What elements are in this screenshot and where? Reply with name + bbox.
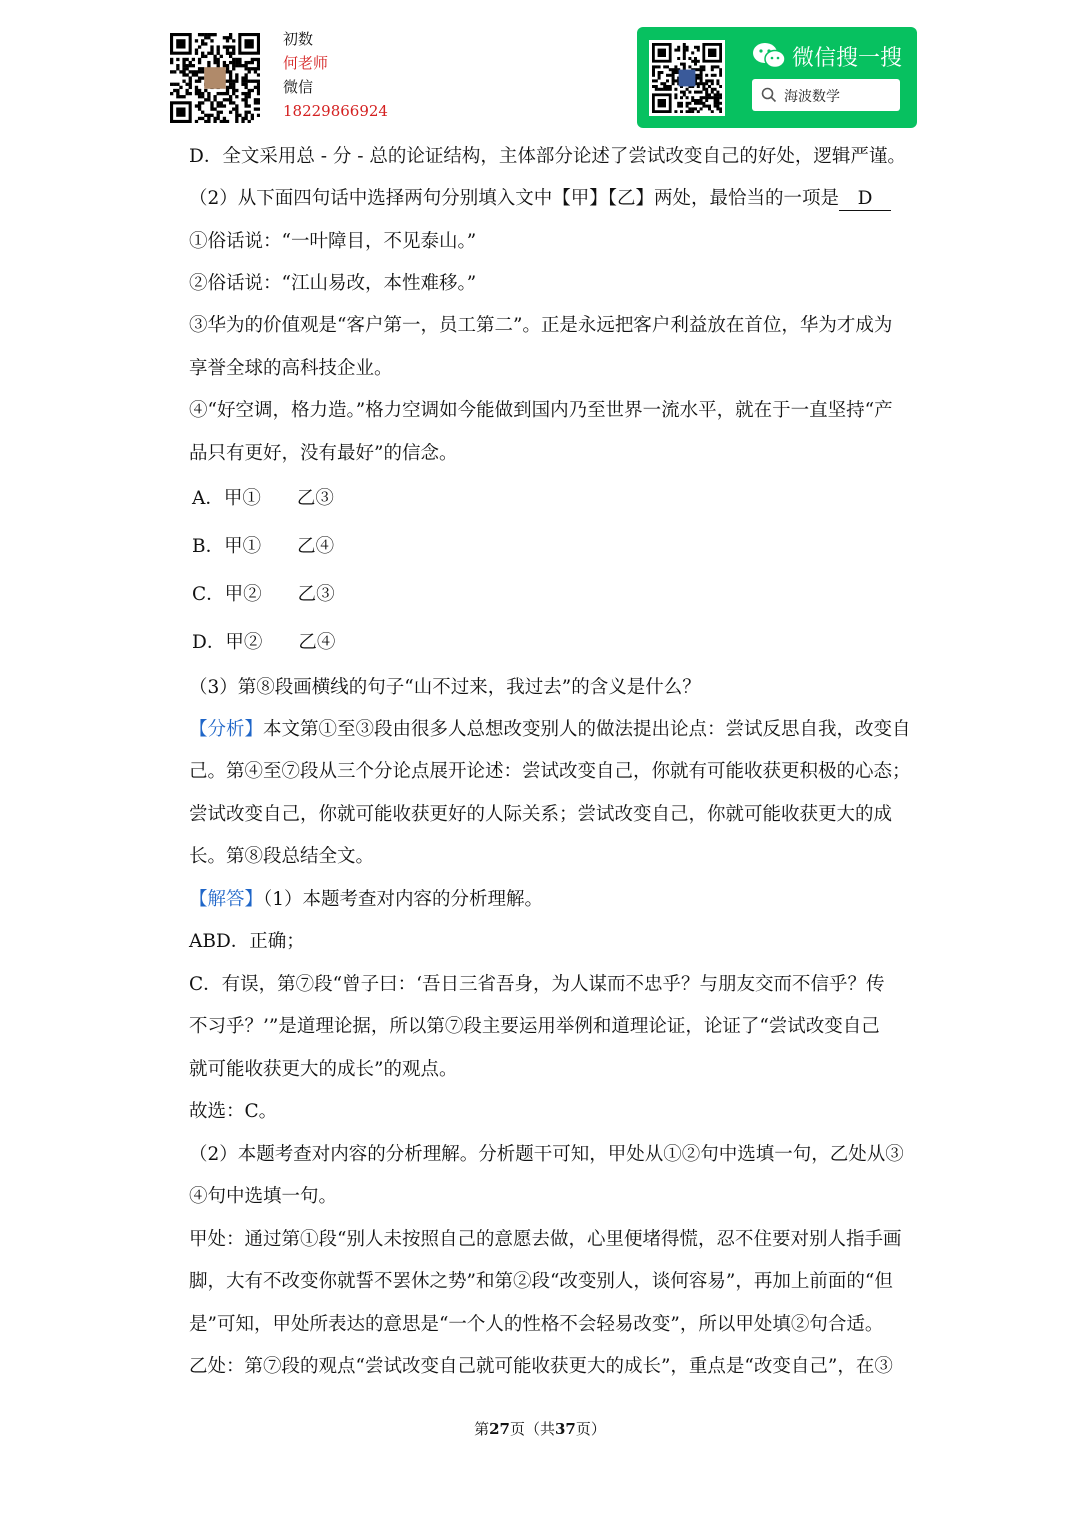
footer-suffix: 页） xyxy=(575,1420,606,1438)
answer-blank: D xyxy=(839,188,891,211)
choice-c-second: 乙③ xyxy=(297,584,335,605)
footer-page: 27 xyxy=(489,1420,510,1438)
solution-line-3: C．有误，第⑦段“曾子曰：‘吾日三省吾身，为人谋而不忠乎？与朋友交而不信乎？传 xyxy=(189,974,885,995)
qr-code-left xyxy=(170,33,260,123)
footer-prefix: 第 xyxy=(474,1420,490,1438)
analysis-line-2: 己。第④至⑦段从三个分论点展开论述：尝试改变自己，你就有可能收获更积极的心态； xyxy=(189,761,911,782)
solution-line-6: 故选：C。 xyxy=(189,1101,278,1122)
analysis-line-1 xyxy=(189,715,911,741)
solution-line-1 xyxy=(189,885,543,911)
option-d-statement: D．全文采用总 - 分 - 总的论证结构，主体部分论述了尝试改变自己的好处，逻辑严谨。 xyxy=(189,146,906,167)
footer-middle: 页（共 xyxy=(509,1420,555,1438)
sentence-3: ③华为的价值观是“客户第一，员工第二”。正是永远把客户利益放在首位，华为才成为 xyxy=(189,315,893,336)
question-3: （3）第⑧段画横线的句子“山不过来，我过去”的含义是什么？ xyxy=(189,677,701,698)
sentence-3-cont: 享誉全球的高科技企业。 xyxy=(189,358,393,379)
choice-d-second: 乙④ xyxy=(298,632,336,653)
wechat-title: 微信搜一搜 xyxy=(792,46,903,71)
choice-c-first: C．甲② xyxy=(192,584,262,605)
choice-d xyxy=(192,628,335,654)
solution-line-7: （2）本题考查对内容的分析理解。分析题干可知，甲处从①②句中选填一句，乙处从③ xyxy=(189,1144,904,1165)
choice-c xyxy=(192,580,335,606)
sentence-2: ②俗话说：“江山易改，本性难移。” xyxy=(189,273,477,294)
choice-b-first: B．甲① xyxy=(192,536,262,557)
page-footer xyxy=(0,1418,1080,1439)
solution-line-4: 不习乎？’”是道理论据，所以第⑦段主要运用举例和道理论证，论证了“尝试改变自己 xyxy=(189,1016,880,1037)
question-2 xyxy=(189,184,891,211)
analysis-text: 本文第①至③段由很多人总想改变别人的做法提出论点：尝试反思自我，改变自 xyxy=(263,719,911,740)
question-2-text: （2）从下面四句话中选择两句分别填入文中【甲】【乙】两处，最恰当的一项是 xyxy=(189,188,840,209)
choice-a-first: A．甲① xyxy=(192,488,261,509)
solution-line-11: 是”可知，甲处所表达的意思是“一个人的性格不会轻易改变”，所以甲处填②句合适。 xyxy=(189,1314,884,1335)
solution-line-8: ④句中选填一句。 xyxy=(189,1186,338,1207)
contact-line-phone: 18229866924 xyxy=(283,102,388,120)
choice-d-first: D．甲② xyxy=(192,632,263,653)
contact-line-wechat: 微信 xyxy=(283,78,314,96)
choice-a xyxy=(192,484,334,510)
choice-b-second: 乙④ xyxy=(297,536,335,557)
solution-line-9: 甲处：通过第①段“别人未按照自己的意愿去做，心里便堵得慌，忍不住要对别人指手画 xyxy=(189,1229,902,1250)
solution-line-5: 就可能收获更大的成长”的观点。 xyxy=(189,1059,458,1080)
wechat-search-card[interactable] xyxy=(637,27,917,128)
wechat-logo-icon xyxy=(752,42,786,70)
wechat-search-text: 海波数学 xyxy=(784,89,840,105)
sentence-4: ④“好空调，格力造。”格力空调如今能做到国内乃至世界一流水平，就在于一直坚持“产 xyxy=(189,400,893,421)
solution-line-10: 脚，大有不改变你就誓不罢休之势”和第②段“改变别人，谈何容易”，再加上前面的“但 xyxy=(189,1271,893,1292)
wechat-search-box[interactable] xyxy=(752,79,900,111)
solution-tag: 【解答】 xyxy=(189,889,264,910)
analysis-tag: 【分析】 xyxy=(189,719,264,740)
search-icon xyxy=(761,87,777,103)
footer-total: 37 xyxy=(555,1420,576,1438)
qr-code-right xyxy=(649,40,725,116)
contact-line-teacher: 何老师 xyxy=(283,54,329,72)
solution-line-12: 乙处：第⑦段的观点“尝试改变自己就可能收获更大的成长”，重点是“改变自己”，在③ xyxy=(189,1356,893,1377)
sentence-4-cont: 品只有更好，没有最好”的信念。 xyxy=(189,443,458,464)
sentence-1: ①俗话说：“一叶障目，不见泰山。” xyxy=(189,231,477,252)
analysis-line-4: 长。第⑧段总结全文。 xyxy=(189,846,375,867)
choice-b xyxy=(192,532,334,558)
contact-line-subject: 初数 xyxy=(283,30,314,48)
contact-info xyxy=(283,27,388,123)
analysis-line-3: 尝试改变自己，你就可能收获更好的人际关系；尝试改变自己，你就可能收获更大的成 xyxy=(189,804,893,825)
solution-line-2: ABD．正确； xyxy=(189,931,305,952)
solution-text: （1）本题考查对内容的分析理解。 xyxy=(263,889,544,910)
choice-a-second: 乙③ xyxy=(296,488,334,509)
